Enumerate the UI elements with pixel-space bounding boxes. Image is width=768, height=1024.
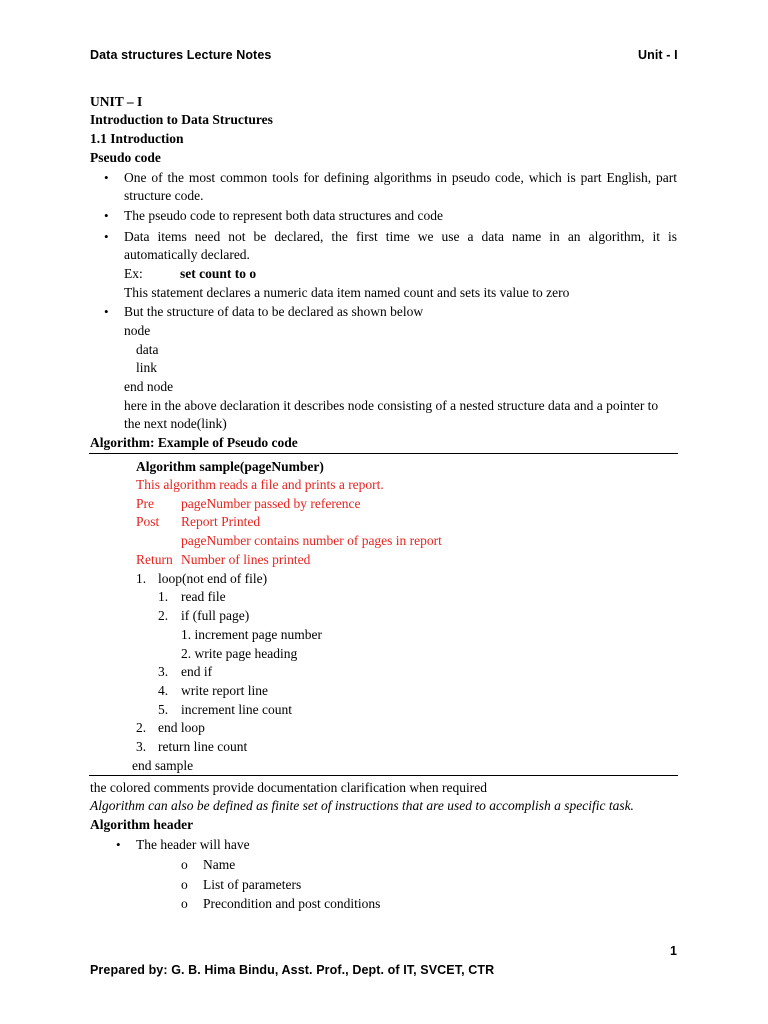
divider	[89, 775, 678, 776]
post-text-2: pageNumber contains number of pages in report	[181, 533, 442, 548]
return-label: Return	[136, 552, 173, 567]
step-text: write report line	[181, 683, 268, 698]
sub-bullet-icon: o	[181, 877, 188, 892]
bullet-icon: •	[116, 837, 121, 852]
bullet-3-line-1: Data items need not be declared, the first time we use a data name in an algorithm, it is	[124, 229, 677, 244]
bullet-icon: •	[104, 170, 109, 185]
step-number: 1.	[136, 571, 147, 586]
bullet-1-line-1: One of the most common tools for defining algorithms in pseudo code, which is part English, part	[124, 170, 677, 185]
bullet-icon: •	[104, 208, 109, 223]
colored-comments-note: the colored comments provide documentation clarification when required	[90, 780, 487, 795]
footer-author: Prepared by: G. B. Hima Bindu, Asst. Prof., Dept. of IT, SVCET, CTR	[90, 963, 495, 977]
algorithm-definition: Algorithm can also be defined as finite set of instructions that are used to accomplish a specific task.	[90, 798, 634, 813]
step-number: 4.	[158, 683, 169, 698]
subsection-title: 1.1 Introduction	[90, 131, 184, 146]
sub-bullet-icon: o	[181, 857, 188, 872]
step-text: 1. increment page number	[181, 627, 322, 642]
node-line: data	[136, 342, 159, 357]
step-text: increment line count	[181, 702, 292, 717]
node-line: link	[136, 360, 158, 375]
bullet-icon: •	[104, 229, 109, 244]
node-explanation-line-2: the next node(link)	[124, 416, 227, 431]
return-text: Number of lines printed	[181, 552, 311, 567]
running-header-unit: Unit - I	[638, 48, 678, 62]
step-number: 2.	[158, 608, 169, 623]
bullet-4: But the structure of data to be declared as shown below	[124, 304, 424, 319]
post-text-1: Report Printed	[181, 514, 261, 529]
algorithm-end: end sample	[132, 758, 194, 773]
post-label: Post	[136, 514, 160, 529]
step-number: 1.	[158, 589, 169, 604]
node-line: end node	[124, 379, 174, 394]
step-text: end if	[181, 664, 213, 679]
page-number: 1	[670, 944, 678, 958]
pre-label: Pre	[136, 496, 154, 511]
bullet-3-line-2: automatically declared.	[124, 247, 250, 262]
pseudo-code-heading: Pseudo code	[90, 150, 161, 165]
step-text: if (full page)	[181, 608, 250, 623]
header-item: List of parameters	[203, 877, 302, 892]
algorithm-comment: This algorithm reads a file and prints a report.	[136, 477, 384, 492]
bullet-2: The pseudo code to represent both data structures and code	[124, 208, 444, 223]
step-text: return line count	[158, 739, 248, 754]
example-label: Ex:	[124, 266, 143, 281]
bullet-1-line-2: structure code.	[124, 188, 204, 203]
node-line: node	[124, 323, 151, 338]
pre-text: pageNumber passed by reference	[181, 496, 361, 511]
step-number: 3.	[158, 664, 169, 679]
step-number: 3.	[136, 739, 147, 754]
example-description: This statement declares a numeric data item named count and sets its value to zero	[124, 285, 570, 300]
step-number: 2.	[136, 720, 147, 735]
node-explanation-line-1: here in the above declaration it describes node consisting of a nested structure data and a pointer to	[124, 398, 659, 413]
step-text: 2. write page heading	[181, 646, 298, 661]
sub-bullet-icon: o	[181, 896, 188, 911]
bullet-icon: •	[104, 304, 109, 319]
step-number: 5.	[158, 702, 169, 717]
algorithm-title: Algorithm sample(pageNumber)	[136, 459, 324, 474]
unit-title: UNIT – I	[90, 94, 143, 109]
running-header-title: Data structures Lecture Notes	[90, 48, 272, 62]
section-title: Introduction to Data Structures	[90, 112, 273, 127]
header-item: Precondition and post conditions	[203, 896, 381, 911]
algorithm-heading: Algorithm: Example of Pseudo code	[90, 435, 298, 450]
step-text: read file	[181, 589, 226, 604]
step-text: end loop	[158, 720, 205, 735]
header-bullet: The header will have	[136, 837, 250, 852]
divider	[89, 453, 678, 454]
step-text: loop(not end of file)	[158, 571, 268, 586]
header-item: Name	[203, 857, 236, 872]
example-code: set count to o	[180, 266, 257, 281]
algorithm-header-heading: Algorithm header	[90, 817, 194, 832]
